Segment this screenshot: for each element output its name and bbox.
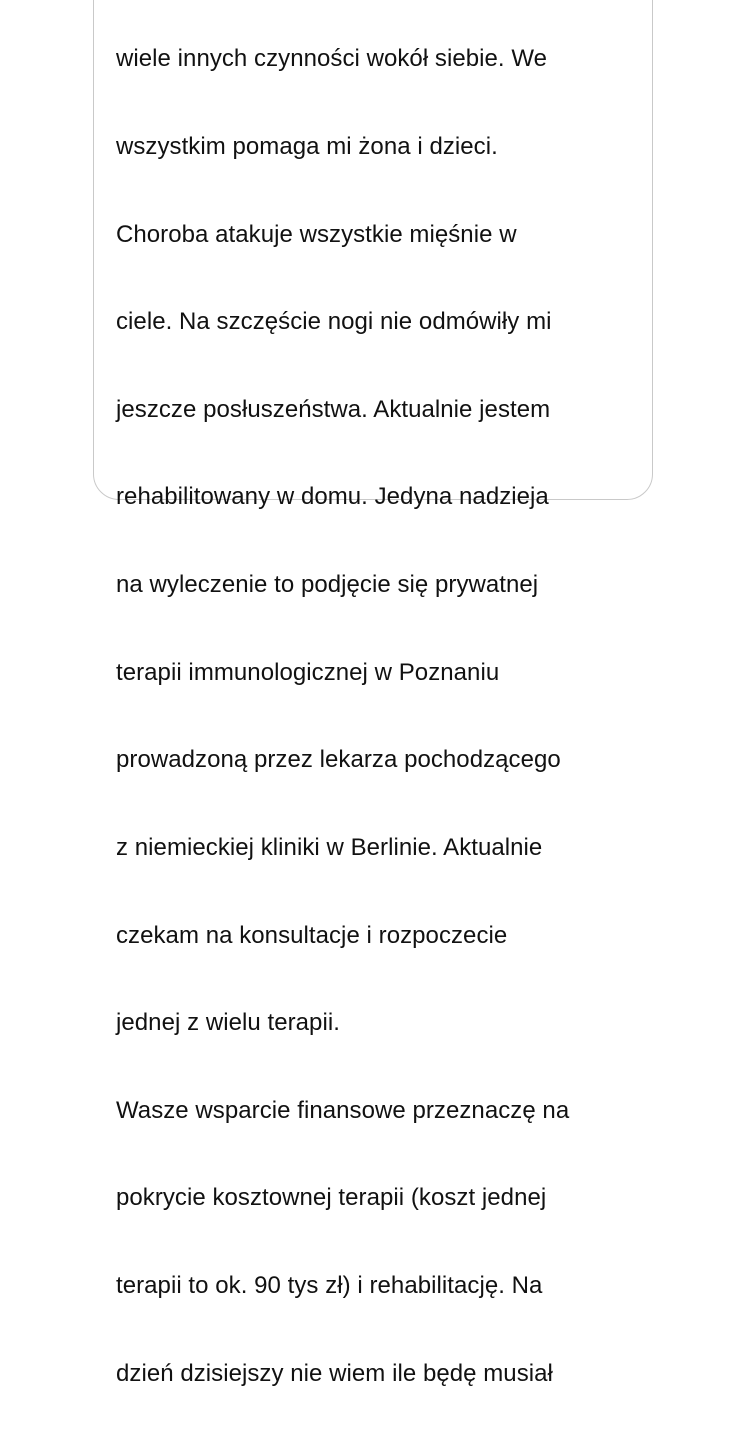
message-line: ciele. Na szczęście nogi nie odmówiły mi <box>116 308 552 336</box>
message-line: terapii immunologicznej w Poznaniu <box>116 658 500 686</box>
message-line: wszystkim pomaga mi żona i dzieci. <box>116 133 498 161</box>
message-line: czekam na konsultacje i rozpoczecie <box>116 921 508 949</box>
message-line: Wasze wsparcie finansowe przeznaczę na <box>116 1096 570 1124</box>
message-line: rehabilitowany w domu. Jedyna nadzieja <box>116 483 549 511</box>
message-line: jeszcze posłuszeństwa. Aktualnie jestem <box>116 395 551 423</box>
message-line: pokrycie kosztownej terapii (koszt jednej <box>116 1184 547 1212</box>
message-line: terapii to ok. 90 tys zł) i rehabilitację. Na <box>116 1271 543 1299</box>
message-line: wiele innych czynności wokół siebie. We <box>116 45 548 73</box>
message-line: Choroba atakuje wszystkie mięśnie w <box>116 220 517 248</box>
message-line: prowadzoną przez lekarza pochodzącego <box>116 746 561 774</box>
message-line: z niemieckiej kliniki w Berlinie. Aktualnie <box>116 833 543 861</box>
message-line: jednej z wielu terapii. <box>116 1009 340 1037</box>
message-line: na wyleczenie to podjęcie się prywatnej <box>116 571 539 599</box>
message-text <box>116 0 569 1446</box>
message-line: dzień dzisiejszy nie wiem ile będę musiał <box>116 1359 553 1387</box>
